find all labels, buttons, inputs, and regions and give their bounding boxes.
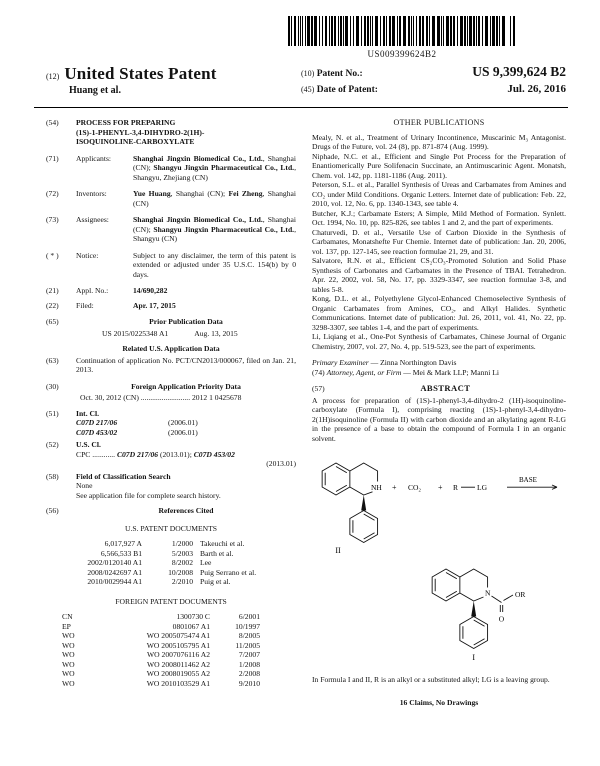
abstract-heading: ABSTRACT: [420, 383, 471, 393]
patent-no-value: US 9,399,624 B2: [472, 64, 566, 79]
section-number: (71): [46, 153, 59, 163]
table-row: EP 0801067 A1 10/1997: [62, 621, 260, 631]
page-header: [46, 64, 566, 96]
wedge-bond: [471, 601, 476, 617]
section-22-filed: [46, 301, 296, 311]
field-search-heading: Field of Classification Search: [76, 471, 171, 481]
co2-label: CO₂: [408, 483, 422, 492]
inventor-line: Huang et al.: [69, 85, 121, 96]
table-row: 6,017,927 A 1/2000 Takeuchi et al.: [104, 539, 245, 548]
publication-ref: Mealy, N. et al., Treatment of Urinary Incontinence, Muscarinic M₃ Antagonist. Drugs of the Future, vol. 24 (8), pp. 871-874 (Aug. 1999).: [312, 132, 566, 151]
lg-group-label: LG: [477, 483, 487, 492]
o-label: O: [498, 614, 505, 624]
section-related-app-data: [46, 344, 296, 375]
filed-label: Filed:: [76, 300, 94, 310]
table-row: 6,566,533 B1 5/2003 Barth et al.: [100, 548, 234, 558]
field-search-none: None: [76, 481, 93, 490]
barcode: [288, 16, 516, 59]
abstract-number: (57): [312, 384, 325, 393]
table-row: WO WO 2010103529 A1 9/2010: [62, 678, 260, 688]
table-row: 2008/0242697 A1 10/2008 Puig Serrano et al.: [87, 567, 257, 577]
left-column: [46, 118, 296, 707]
section-71-applicants: [46, 154, 296, 183]
int-cl-row: C07D 217/06 (2006.01): [76, 418, 198, 427]
section-54-title: [46, 118, 296, 147]
reaction-scheme: [312, 449, 566, 665]
applicants-text: Shanghai Jingxin Biomedical Co., Ltd., Shanghai (CN); Shangyu Jingxin Pharmaceutical Co., Ltd., Shangyu, Zhejiang (CN): [133, 153, 296, 182]
formula-note: In Formula I and II, R is an alkyl or a substituted alkyl; LG is a leaving group.: [312, 675, 550, 684]
table-row: 2002/0120140 A1 8/2002 Lee: [87, 558, 212, 567]
invention-title: PROCESS FOR PREPARING (1S)-1-PHENYL-3,4-DIHYDRO-2(1H)- ISOQUINOLINE-CARBOXYLATE: [76, 118, 205, 146]
other-publications-heading: OTHER PUBLICATIONS: [393, 118, 485, 127]
related-heading: Related U.S. Application Data: [122, 344, 220, 353]
foreign-patent-docs-table: [46, 612, 296, 688]
primary-examiner-line: Primary Examiner — Zinna Northington Davis: [312, 358, 457, 367]
abstract-heading-row: [312, 384, 566, 394]
section-number: (21): [46, 286, 59, 295]
claims-line: 16 Claims, No Drawings: [399, 697, 479, 707]
section-number: ( * ): [46, 250, 59, 260]
plus-sign: +: [438, 483, 443, 492]
us-cl-heading: U.S. Cl.: [76, 440, 101, 449]
header-left: [46, 64, 217, 96]
header-rule: [34, 107, 568, 108]
table-row: WO WO 2005105795 A1 11/2005: [62, 640, 260, 650]
publication-date: Aug. 13, 2015: [194, 328, 238, 338]
publication-ref: Butcher, K.J.; Carbamate Esters; A Simple, Mild Method of Formation. Synlett. Oct. 1994, No. 10, pp. 825-826, see tables 1 and 2, and the part of experiments.: [312, 208, 566, 227]
publication-ref: Salvatore, R.N. et al., Efficient CS₂CO₃-Promoted Solution and Solid Phase Synthesis of Carbonates and Carbamates in the Presence of TBAI. Tetrahedron. Apr. 22, 2002, vol. 58, No. 17, pp. 3329-3347, see reaction formulae 3-8, and tables 5-8.: [312, 256, 566, 294]
inventors-text: Yue Huang, Shanghai (CN); Fei Zheng, Shanghai (CN): [133, 189, 297, 208]
table-row: 2010/0029944 A1 2/2010 Puig et al.: [87, 577, 231, 586]
section-21-appl-no: [46, 286, 296, 296]
cpc-tail: (2013.01): [266, 459, 296, 468]
references-heading: References Cited: [158, 506, 214, 515]
table-row: WO WO 2005075474 A1 8/2005: [62, 631, 260, 640]
us-patent-docs-table: [46, 539, 296, 587]
foreign-patent-docs-heading: FOREIGN PATENT DOCUMENTS: [115, 596, 227, 606]
foreign-priority-heading: Foreign Application Priority Data: [131, 381, 241, 391]
inventors-label: Inventors:: [76, 189, 107, 198]
section-number: (72): [46, 189, 59, 198]
section-52-us-cl: [46, 440, 296, 469]
nh-label: NH: [371, 483, 382, 492]
structure-i-drawing: [424, 559, 600, 665]
publication-ref: Chaturvedi, D. et al., Versatile Use of Carbon Dioxide in the Synthesis of Carbamates, Monatshefte Fur Chemie. Internet date of publication: Jan. 20, 2006, vol. 137, pp. 127-145, see reaction formulae 21, 29, and 31.: [312, 227, 566, 256]
assignees-label: Assignees:: [76, 215, 109, 224]
int-cl-row: C07D 453/02 (2006.01): [76, 427, 198, 437]
formula-ii-label: II: [335, 546, 341, 555]
field-search-note: See application file for complete search history.: [76, 490, 221, 500]
patent-no-label: (10) Patent No.:: [301, 69, 363, 79]
section-number: (65): [46, 317, 59, 326]
section-number: (56): [46, 506, 59, 515]
section-number: (54): [46, 118, 59, 127]
or-label: OR: [515, 590, 526, 599]
section-number: (22): [46, 300, 59, 310]
barcode-number: US009399624B2: [367, 49, 437, 59]
section-number: (51): [46, 408, 59, 418]
int-cl-heading: Int. Cl.: [76, 408, 99, 418]
cpc-line: CPC ............ C07D 217/06 (2013.01); C07D 453/02: [76, 449, 235, 459]
section-number: (63): [46, 355, 59, 365]
section-30-foreign-priority: [46, 382, 296, 403]
publication-ref: Kong, D.L. et al., Polyethylene Glycol-Enhanced Chemoselective Synthesis of Organic Carbamates from Amines, CO₂, and Alkyl Halides. Synthetic Communications. Internet date of publication: Jul. 26, 2011, vol. 41, No. 22, pp. 3298-3307, see tables 1-4, and the part of experiments.: [312, 294, 566, 332]
two-column-body: [46, 118, 566, 707]
plus-sign: +: [392, 483, 397, 492]
document-title: United States Patent: [64, 64, 217, 83]
publication-ref: Niphade, N.C. et al., Efficient and Single Pot Process for the Preparation of Enantiomerically Pure Solifenacin Succinate, an Antimuscarinic Agent. Monatsh, Chem. vol. 142, pp. 1181-1186 (Aug. 2011).: [312, 151, 566, 180]
section-51-int-cl: [46, 409, 296, 438]
structure-ii-drawing: [312, 449, 564, 557]
prior-publication-heading: Prior Publication Data: [149, 317, 223, 326]
table-row: WO WO 2007076116 A2 7/2007: [62, 650, 260, 659]
section-73-assignees: [46, 215, 296, 244]
table-row: WO WO 2008019055 A2 2/2008: [62, 669, 260, 678]
date-of-patent-label: (45) Date of Patent:: [301, 84, 378, 95]
prior-publication-line: [102, 329, 296, 339]
section-notice: [46, 251, 296, 280]
table-row: CN 1300730 C 6/2001: [62, 612, 260, 621]
wedge-bond: [361, 495, 366, 511]
right-column: [312, 118, 566, 707]
publication-ref: Li, Liqiang et al., One-Pot Synthesis of Carbamates, Chinese Journal of Organic Chemistry, 2007, vol. 27, No. 4, pp. 519-523, see the part of experiments.: [312, 332, 566, 351]
notice-label: Notice:: [76, 250, 99, 260]
date-of-patent-value: Jul. 26, 2016: [507, 82, 566, 95]
section-56-references: [46, 506, 296, 516]
r-group-label: R: [453, 483, 459, 492]
abstract-text: A process for preparation of (1S)-1-phenyl-3,4-dihydro-2 (1H)-isoquinoline-carboxylate (Formula I), comprising reacting (1S)-1-phenyl-3,4-dihydro-2(1H)isoquinoline (Formula II) with carbon dioxide and an alkylating agent R-LG in the presence of a base to obtain the compound of Formula I in an organic solvent.: [312, 395, 566, 443]
notice-text: Subject to any disclaimer, the term of this patent is extended or adjusted under 35 U.S.C. 154(b) by 0 days.: [133, 250, 296, 279]
attorney-line: (74) Attorney, Agent, or Firm — Mei & Mark LLP; Manni Li: [312, 367, 499, 377]
formula-i-label: I: [472, 653, 476, 662]
kind-code-12: (12): [46, 72, 60, 81]
section-65-prior-publication: [46, 317, 296, 338]
section-number: (73): [46, 215, 59, 224]
base-label: BASE: [519, 476, 537, 484]
section-number: (52): [46, 440, 59, 449]
table-row: WO WO 2008011462 A2 1/2008: [62, 659, 260, 669]
n-label: N: [485, 588, 491, 598]
header-right: [301, 64, 566, 96]
appl-no-value: 14/690,282: [133, 286, 168, 295]
assignees-text: Shanghai Jingxin Biomedical Co., Ltd., Shanghai (CN); Shangyu Jingxin Pharmaceutical Co., Ltd., Shangyu (CN): [133, 215, 296, 243]
us-patent-docs-heading: U.S. PATENT DOCUMENTS: [125, 523, 217, 533]
barcode-bars: [288, 16, 516, 48]
publication-number: US 2015/0225348 A1: [102, 328, 169, 338]
section-number: (58): [46, 471, 59, 481]
publication-ref: Peterson, S.L. et al., Parallel Synthesis of Ureas and Carbamates from Amines and CO₂ under Mild Conditions. Organic Letters. Internet date of publication: Feb. 22, 2010, vol. 12, No. 6, pp. 1340-1343, see table 4.: [312, 180, 566, 208]
section-number: (30): [46, 381, 59, 391]
filed-value: Apr. 17, 2015: [133, 300, 176, 310]
priority-line: Oct. 30, 2012 (CN) .......................... 2012 1 0425678: [80, 393, 242, 402]
applicants-label: Applicants:: [76, 153, 112, 163]
appl-no-label: Appl. No.:: [76, 286, 109, 295]
continuation-text: Continuation of application No. PCT/CN2013/000067, filed on Jan. 21, 2013.: [76, 355, 296, 374]
section-72-inventors: [46, 189, 296, 208]
section-58-field-of-search: [46, 472, 296, 501]
